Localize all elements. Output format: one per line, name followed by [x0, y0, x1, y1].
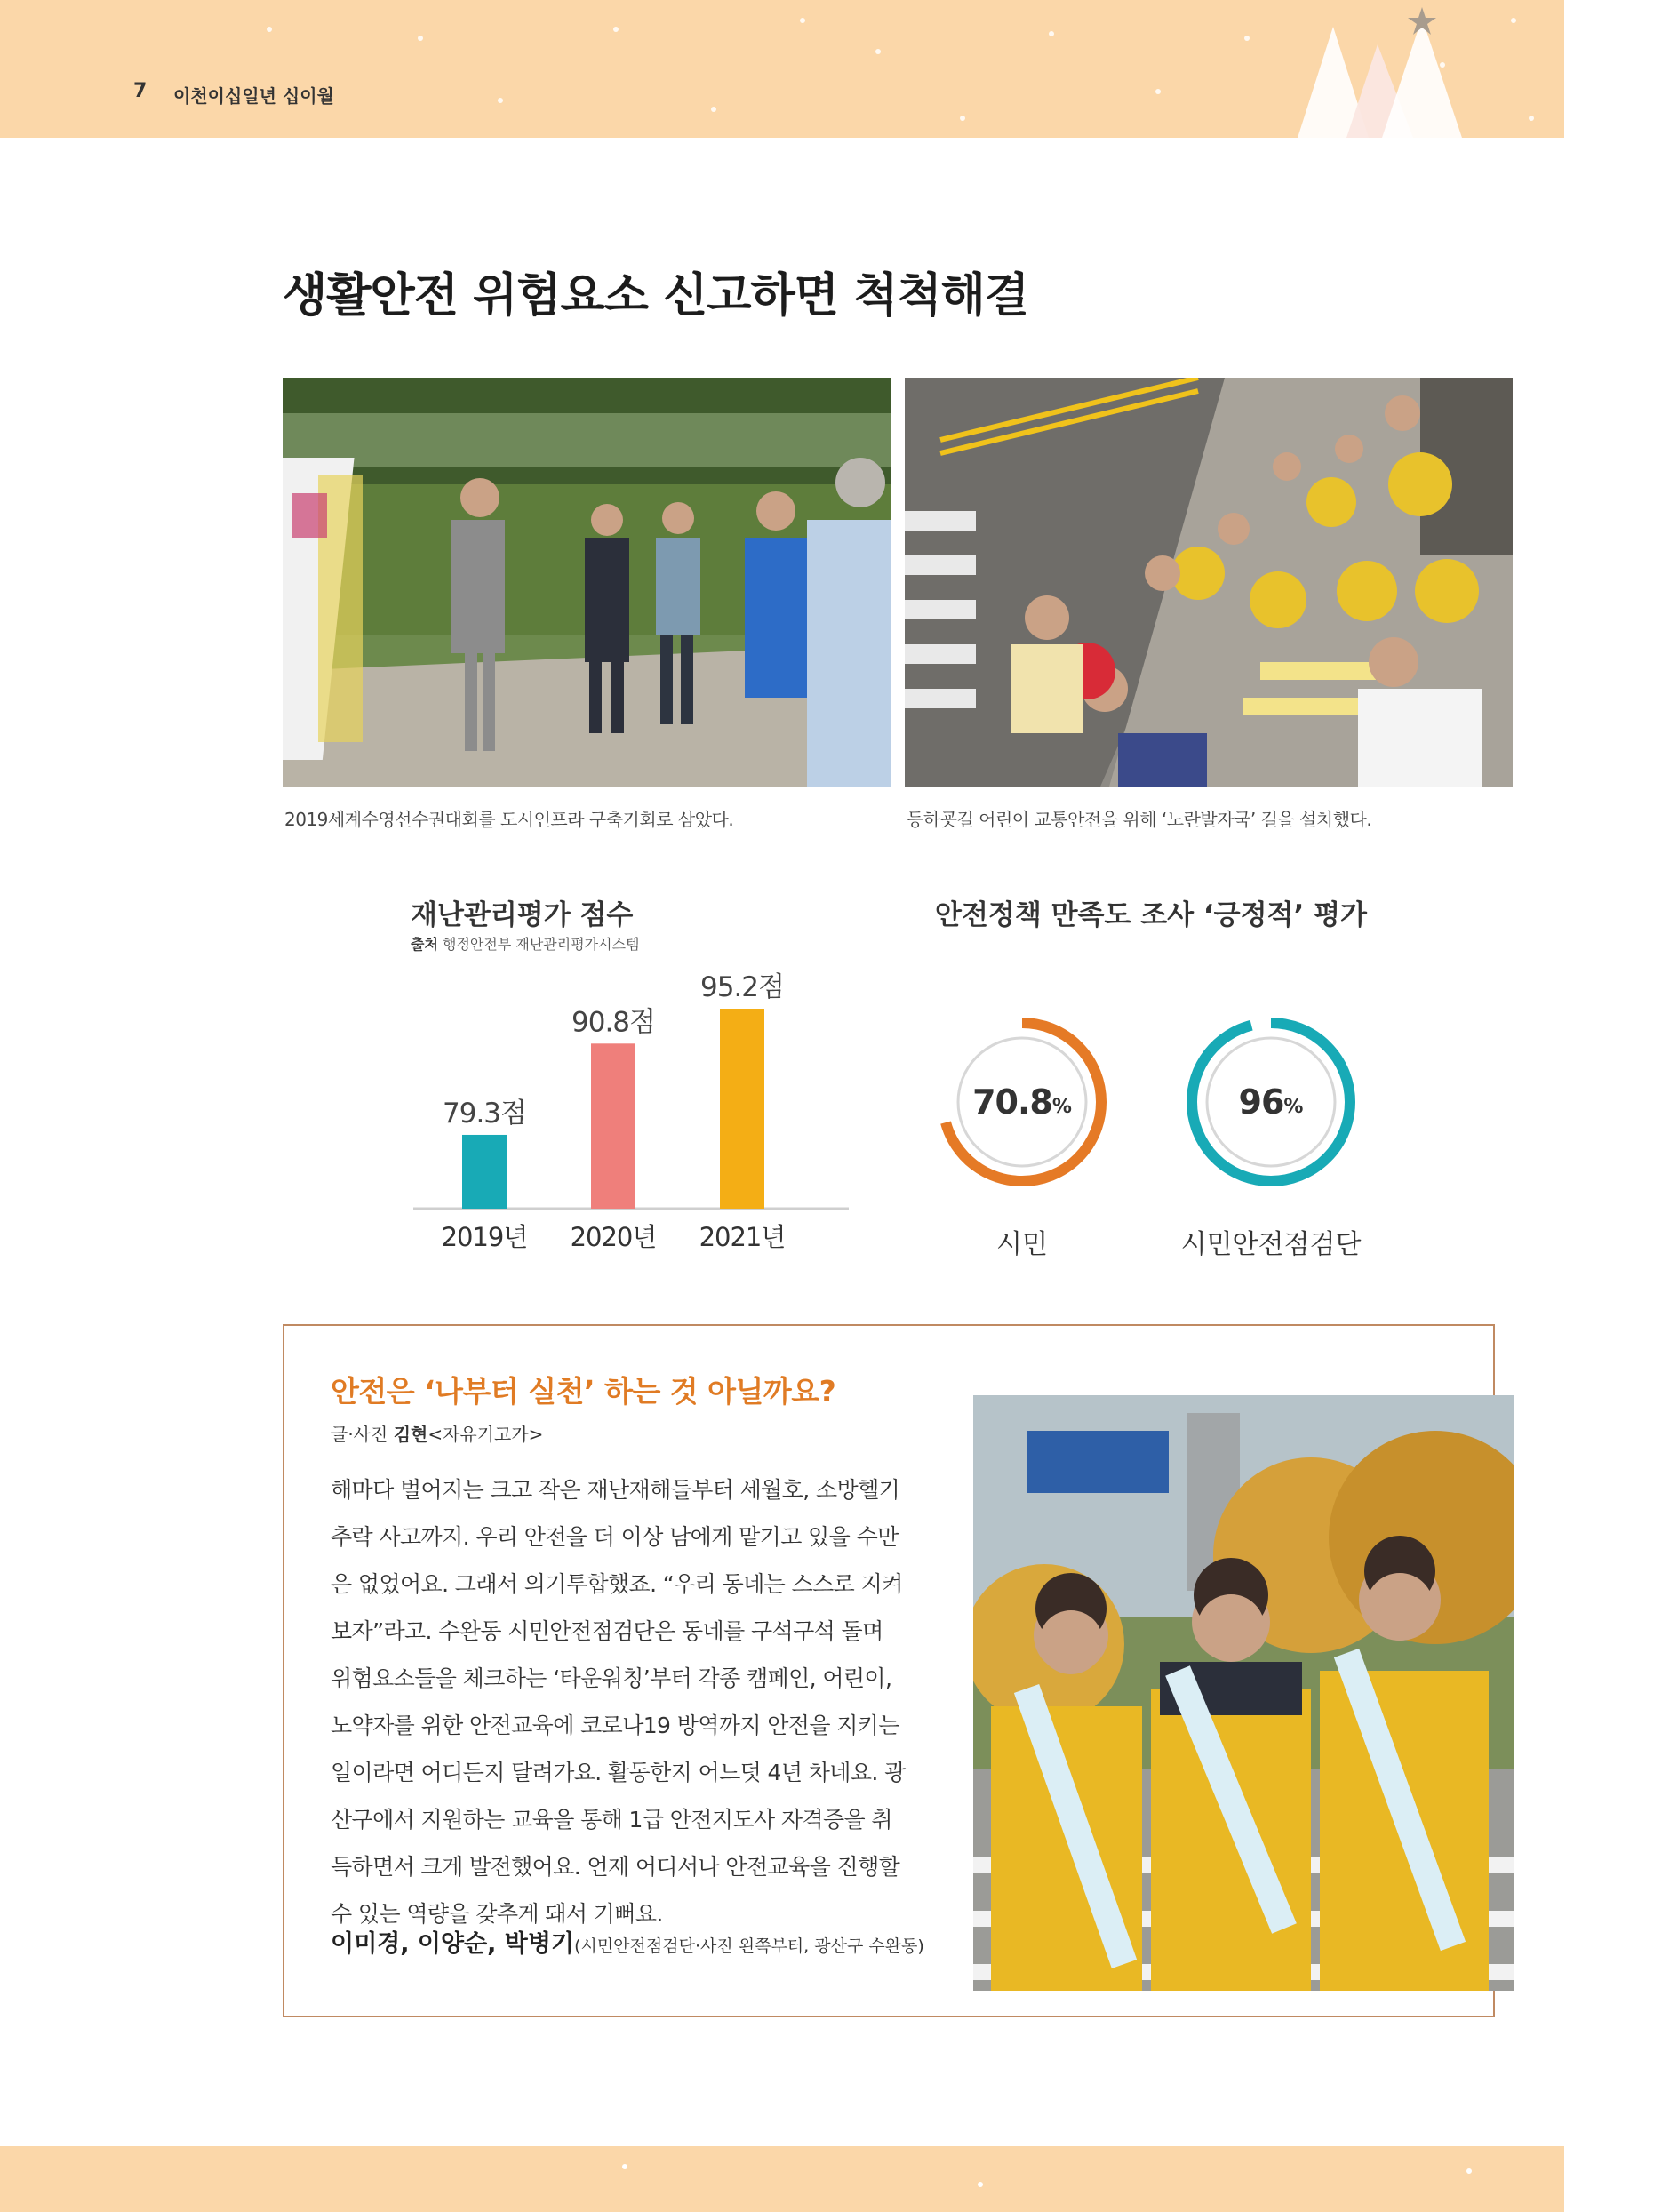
donut-label-inspection-team: 시민안전점검단 [1180, 1229, 1362, 1260]
body-line: 추락 사고까지. 우리 안전을 더 이상 남에게 맡기고 있을 수만 [331, 1524, 899, 1550]
issue-date: 이천이십일년 십이월 [173, 85, 334, 107]
interview-signature [331, 1924, 924, 1959]
interview-byline [331, 1420, 543, 1446]
byline-suffix: <자유기고가> [427, 1424, 544, 1445]
source-text: 행정안전부 재난관리평가시스템 [443, 936, 640, 953]
photo-inspection-team-members [973, 1395, 1514, 1991]
byline-prefix: 글·사진 [331, 1424, 388, 1445]
page-number: 7 [133, 80, 148, 102]
footer-band [0, 2146, 1564, 2212]
bar-category-label: 2021년 [699, 1222, 786, 1252]
bar-value-label: 79.3점 [443, 1097, 526, 1130]
signature-affiliation: (시민안전점검단·사진 왼쪽부터, 광산구 수완동) [574, 1936, 924, 1956]
bar-category-label: 2019년 [441, 1222, 528, 1252]
body-line: 노약자를 위한 안전교육에 코로나19 방역까지 안전을 지키는 [331, 1713, 899, 1738]
donut-citizen [933, 1013, 1111, 1191]
body-line: 위험요소들을 체크하는 ‘타운워칭’부터 각종 캠페인, 어린이, [331, 1665, 892, 1691]
bar-chart-title: 재난관리평가 점수 [411, 899, 634, 931]
photo-inspection [283, 378, 891, 787]
photo-caption-left: 2019세계수영선수권대회를 도시인프라 구축기회로 삼았다. [284, 809, 734, 830]
donut-chart-title: 안전정책 만족도 조사 ‘긍정적’ 평가 [935, 899, 1367, 931]
interview-title: 안전은 ‘나부터 실천’ 하는 것 아닐까요? [331, 1374, 836, 1409]
photo-caption-right: 등하굣길 어린이 교통안전을 위해 ‘노란발자국’ 길을 설치했다. [907, 809, 1372, 830]
body-line: 득하면서 크게 발전했어요. 언제 어디서나 안전교육을 진행할 [331, 1854, 900, 1880]
body-line: 수 있는 역량을 갖추게 돼서 기뻐요. [331, 1901, 663, 1927]
interview-body [331, 1466, 931, 1937]
body-line: 산구에서 지원하는 교육을 통해 1급 안전지도사 자격증을 취 [331, 1807, 892, 1833]
signature-names: 이미경, 이양순, 박병기 [331, 1930, 575, 1958]
body-line: 해마다 벌어지는 크고 작은 재난재해들부터 세월호, 소방헬기 [331, 1477, 900, 1503]
donut-label-citizen: 시민 [996, 1229, 1048, 1260]
bar-value-label: 90.8점 [571, 1006, 655, 1039]
donut-value-inspection-team: 96 [1238, 1082, 1284, 1122]
bar-value-label: 95.2점 [700, 971, 784, 1003]
donut-unit-citizen: % [1051, 1095, 1072, 1118]
photo-yellow-footprints [905, 378, 1513, 787]
source-label: 출처 [411, 936, 438, 953]
bar-category-label: 2020년 [570, 1222, 657, 1252]
bar-2019년 [462, 1135, 507, 1209]
header-band [0, 0, 1564, 138]
body-line: 은 없었어요. 그래서 의기투합했죠. “우리 동네는 스스로 지켜 [331, 1571, 903, 1597]
article-headline: 생활안전 위험요소 신고하면 척척해결 [283, 269, 1029, 323]
christmas-trees-icon [1280, 0, 1493, 138]
body-line: 일이라면 어디든지 달려가요. 활동한지 어느덧 4년 차네요. 광 [331, 1760, 906, 1785]
byline-name: 김현 [393, 1424, 428, 1445]
disaster-score-bar-chart [400, 933, 862, 1253]
bar-2020년 [591, 1043, 635, 1209]
donut-inspection-team [1182, 1013, 1360, 1191]
donut-value-citizen: 70.8 [972, 1082, 1052, 1122]
donut-unit-inspection-team: % [1283, 1095, 1304, 1118]
body-line: 보자”라고. 수완동 시민안전점검단은 동네를 구석구석 돌며 [331, 1618, 883, 1644]
bar-2021년 [720, 1009, 764, 1209]
